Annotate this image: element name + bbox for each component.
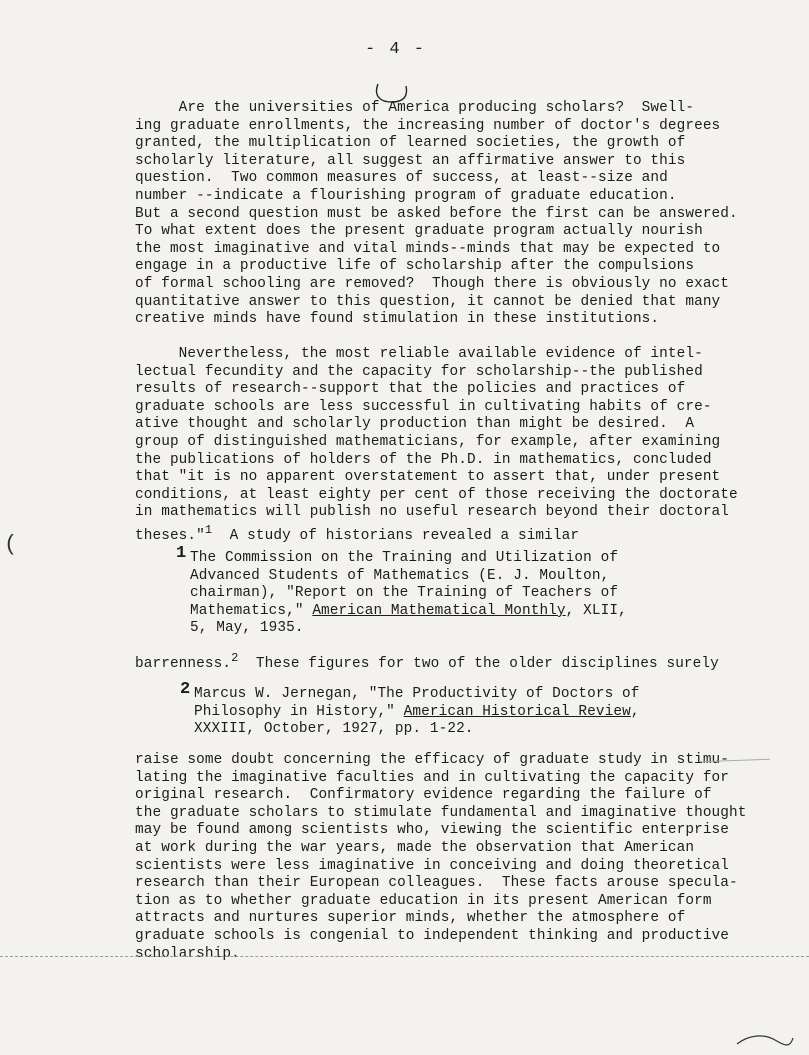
footnote-1 xyxy=(190,550,670,638)
bottom-rule xyxy=(0,956,809,957)
footnote-2-text: Marcus W. Jernegan, "The Productivity of Doctors of Philosophy in History," xyxy=(194,686,640,720)
footnote-ref-2: 2 xyxy=(231,651,239,665)
continuation-line xyxy=(135,650,735,673)
footnote-1-text-end: , XLII, 5, May, 1935. xyxy=(190,602,627,637)
footnote-2 xyxy=(194,686,674,739)
paragraph-2 xyxy=(135,346,738,545)
continuation-word: barrenness. xyxy=(135,655,232,672)
footnote-2-marker: 2 xyxy=(180,680,191,699)
footnote-ref-1: 1 xyxy=(204,522,213,537)
footnote-2-journal: American Historical Review xyxy=(403,703,631,720)
footnote-1-marker: 1 xyxy=(176,544,187,563)
left-edge-mark: ( xyxy=(4,532,18,557)
footnote-2-text-end: , XXXIII, October, 1927, pp. 1-22. xyxy=(194,703,640,738)
corner-scribble xyxy=(735,1030,795,1050)
paragraph-1: Are the universities of America producing scholars? Swell- ing graduate enrollments, the increasing number of doctor's degrees granted, the multiplication of learned societies, the growth of scholarly literature, all suggest an affirmative answer to this question. Two common measures of success, at least--size and number --indicate a flourishing program of graduate education. But a second question must be asked before the first can be answered. To what extent does the present graduate program actually nourish the most imaginative and vital minds--minds that may be expected to engage in a productive life of scholarship after the compulsions of formal schooling are removed? Though there is obviously no exact quantitative answer to this question, it cannot be denied that many creative minds have found stimulation in these institutions. xyxy=(135,100,738,328)
footnote-1-journal: American Mathematical Monthly xyxy=(312,602,566,619)
page-number: - 4 - xyxy=(365,40,427,59)
footnote-1-text: The Commission on the Training and Utilization of Advanced Students of Mathematics (E. J. Moulton, chairman), "Report on the Training of Teachers of Mathematics," xyxy=(190,550,619,619)
paragraph-2-text: Nevertheless, the most reliable available evidence of intel- lectual fecundity and the capacity for scholarship--the published results of research--support that the policies and practices of graduate schools are less successful in cultivating habits of cre- ative thought and scholarly production than might be desired. A group of distinguished mathematicians, for example, after examining the publications of holders of the Ph.D. in mathematics, concluded that "it is no apparent overstatement to assert that, under present conditions, at least eighty per cent of those receiving the doctorate in mathematics will publish no useful research beyond their doctoral theses." xyxy=(135,346,738,544)
continuation-text: These figures for two of the older disciplines surely xyxy=(238,655,719,672)
paragraph-3: raise some doubt concerning the efficacy of graduate study in stimu- lating the imaginative faculties and in cultivating the capacity for original research. Confirmatory evidence regarding the failure of the graduate scholars to stimulate fundamental and imaginative thought may be found among scientists who, viewing the scientific enterprise at work during the war years, made the observation that American scientists were less imaginative in conceiving and doing theoretical research than their European colleagues. These facts arouse specula- tion as to whether graduate education in its present American form attracts and nurtures superior minds, whether the atmosphere of graduate schools is congenial to independent thinking and productive scholarship. xyxy=(135,752,747,962)
paragraph-2-tail: A study of historians revealed a similar xyxy=(212,527,580,544)
